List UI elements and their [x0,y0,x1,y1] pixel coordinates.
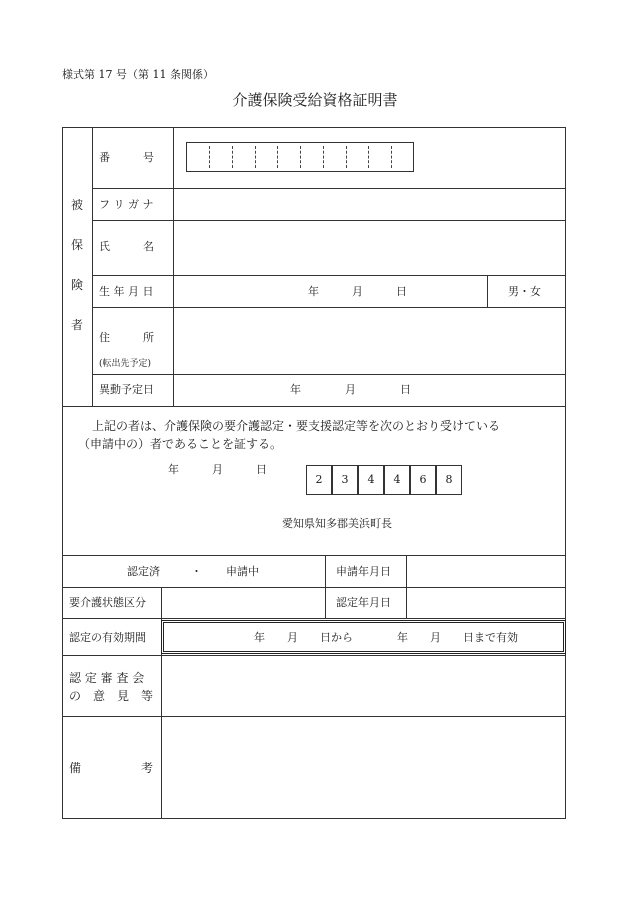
insured-side-label-char: 保 [70,238,83,252]
committee-label-line-2: の 意 見 等 [69,689,154,703]
code-digit-box: 8 [436,465,462,495]
furigana-label: フ リ ガ ナ [99,198,154,211]
care-level-label: 要介護状態区分 [69,596,146,609]
row-divider [62,587,566,588]
code-digit-box: 6 [410,465,436,495]
document-title: 介護保険受給資格証明書 [232,91,398,109]
row-divider [92,275,566,276]
certification-statement [78,417,548,453]
status-applying[interactable]: 申請中 [226,565,259,578]
name-label: 氏 名 [99,240,154,253]
digit-separator [209,146,210,168]
column-divider [487,275,488,307]
validity-value: 年 月 日から 年 月 日まで有効 [254,631,518,644]
digit-separator [346,146,347,168]
insured-side-label-char: 被 [70,198,83,212]
row-divider [92,374,566,375]
address-note: (転出先予定) [99,359,152,369]
number-label: 番 号 [99,151,154,164]
form-number: 様式第 17 号（第 11 条関係） [62,68,214,81]
digit-separator [277,146,278,168]
application-date-label: 申請年月日 [336,565,391,578]
address-label: 住 所 [99,331,154,344]
birthdate-label: 生 年 月 日 [99,285,154,298]
column-divider [406,555,407,618]
digit-separator [368,146,369,168]
move-date-label: 異動予定日 [99,383,154,396]
insured-side-label-char: 者 [70,318,83,332]
column-divider [173,127,174,406]
certification-date-label: 認定年月日 [336,596,391,609]
code-digit-box: 3 [332,465,358,495]
row-divider [62,555,566,556]
certification-date[interactable]: 年 月 日 [168,463,267,476]
row-divider [92,188,566,189]
certification-date-field[interactable] [408,589,565,617]
name-field[interactable] [175,222,565,274]
birthdate-value[interactable]: 年 月 日 [308,285,407,298]
certification-line-2: （申請中の）者であることを証する。 [78,437,283,451]
status-separator: ・ [191,565,202,578]
column-divider [92,127,93,406]
furigana-field[interactable] [175,190,565,219]
code-digit-box: 2 [306,465,332,495]
validity-label: 認定の有効期間 [69,631,146,644]
row-divider [62,655,566,656]
care-level-field[interactable] [163,589,324,617]
address-field[interactable] [175,309,565,373]
digit-separator [300,146,301,168]
committee-label-line-1: 認 定 審 査 会 [69,671,145,685]
code-digit-box: 4 [358,465,384,495]
row-divider [92,307,566,308]
row-divider [92,220,566,221]
row-divider [62,406,566,407]
digit-separator [232,146,233,168]
certification-line-1: 上記の者は、介護保険の要介護認定・要支援認定等を次のとおり受けている [92,419,501,433]
row-divider [62,716,566,717]
status-certified[interactable]: 認定済 [127,565,160,578]
digit-separator [255,146,256,168]
committee-opinion-field[interactable] [163,657,565,715]
insured-side-label-char: 険 [70,278,83,292]
move-date-value[interactable]: 年 月 日 [290,383,411,396]
column-divider [325,555,326,618]
code-digit-box: 4 [384,465,410,495]
digit-separator [323,146,324,168]
digit-separator [391,146,392,168]
remarks-field[interactable] [163,718,565,818]
remarks-label: 備 考 [69,761,154,775]
row-divider [62,618,566,619]
sex-value[interactable]: 男・女 [508,285,541,298]
application-date-field[interactable] [408,557,565,586]
issuer-name: 愛知県知多郡美浜町長 [282,517,392,530]
